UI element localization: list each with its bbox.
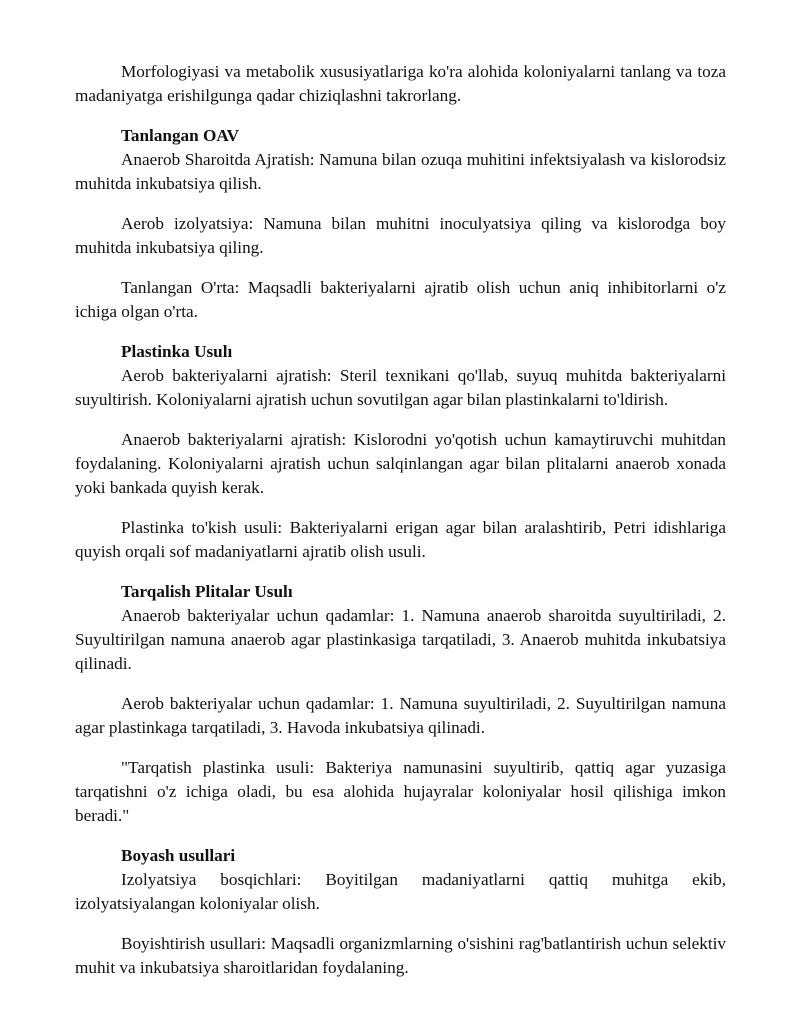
document-page	[75, 60, 726, 996]
paragraph: Anaerob Sharoitda Ajratish: Namuna bilan ozuqa muhitini infektsiyalash va kislorodsiz muhitda inkubatsiya qilish.	[75, 150, 726, 193]
paragraph: Izolyatsiya bosqichlari: Boyitilgan madaniyatlarni qattiq muhitga ekib, izolyatsiyalangan koloniyalar olish.	[75, 870, 726, 913]
paragraph: Anaerob bakteriyalarni ajratish: Kislorodni yo'qotish uchun kamaytiruvchi muhitdan foydalaning. Koloniyalarni ajratish uchun salqinlangan agar bilan plitalarni anaerob xonada yoki bankada quyish kerak.	[75, 430, 726, 497]
intro-paragraph: Morfologiyasi va metabolik xususiyatlariga ko'ra alohida koloniyalarni tanlang va toza madaniyatga erishilgunga qadar chiziqlashni takrorlang.	[75, 62, 726, 105]
paragraph: Boyishtirish usullari: Maqsadli organizmlarning o'sishini rag'batlantirish uchun selektiv muhit va inkubatsiya sharoitlaridan foydalaning.	[75, 934, 726, 977]
paragraph: "Tarqatish plastinka usuli: Bakteriya namunasini suyultirib, qattiq agar yuzasiga tarqatishni o'z ichiga oladi, bu esa alohida hujayralar koloniyalar hosil qilishiga imkon beradi."	[75, 758, 726, 825]
section-boyash-usullari	[75, 844, 726, 980]
section-tarqalish-plitalar-usuli	[75, 580, 726, 828]
paragraph: Plastinka to'kish usuli: Bakteriyalarni erigan agar bilan aralashtirib, Petri idishlariga quyish orqali sof madaniyatlarni ajratib olish usuli.	[75, 518, 726, 561]
paragraph: Aerob bakteriyalar uchun qadamlar: 1. Namuna suyultiriladi, 2. Suyultirilgan namuna agar plastinkaga tarqatiladi, 3. Havoda inkubatsiya qilinadi.	[75, 694, 726, 737]
section-heading: Tanlangan OAV	[121, 126, 239, 145]
section-heading: Tarqalish Plitalar Usulı	[121, 582, 293, 601]
section-heading: Plastinka Usulı	[121, 342, 233, 361]
paragraph: Aerob bakteriyalarni ajratish: Steril texnikani qo'llab, suyuq muhitda bakteriyalarni suyultirish. Koloniyalarni ajratish uchun sovutilgan agar bilan plastinkalarni to'ldirish.	[75, 366, 726, 409]
paragraph: Tanlangan O'rta: Maqsadli bakteriyalarni ajratib olish uchun aniq inhibitorlarni o'z ichiga olgan o'rta.	[75, 278, 726, 321]
section-plastinka-usuli	[75, 340, 726, 564]
section-heading: Boyash usullari	[121, 846, 236, 865]
section-tanlangan-oav	[75, 124, 726, 324]
paragraph: Aerob izolyatsiya: Namuna bilan muhitni inoculyatsiya qiling va kislorodga boy muhitda inkubatsiya qiling.	[75, 214, 726, 257]
paragraph: Anaerob bakteriyalar uchun qadamlar: 1. Namuna anaerob sharoitda suyultiriladi, 2. Suyultirilgan namuna anaerob agar plastinkasiga tarqatiladi, 3. Anaerob muhitda inkubatsiya qilinadi.	[75, 606, 726, 673]
